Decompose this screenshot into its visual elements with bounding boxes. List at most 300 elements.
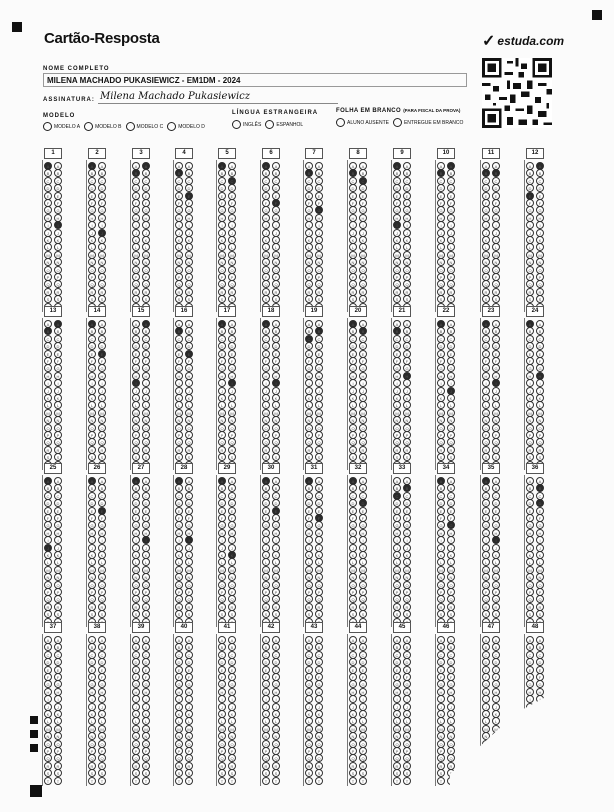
answer-bubble[interactable]: R xyxy=(218,762,226,770)
answer-bubble[interactable]: F xyxy=(536,199,544,207)
answer-bubble[interactable]: L xyxy=(349,558,357,566)
answer-bubble[interactable]: D xyxy=(305,658,313,666)
answer-bubble[interactable]: B xyxy=(98,643,106,651)
answer-bubble[interactable]: R xyxy=(185,288,193,296)
answer-bubble[interactable]: N xyxy=(175,416,183,424)
answer-bubble[interactable]: H xyxy=(54,214,62,222)
answer-bubble[interactable]: O xyxy=(132,266,140,274)
answer-bubble[interactable]: F xyxy=(54,673,62,681)
answer-bubble[interactable]: S xyxy=(437,453,445,461)
answer-bubble[interactable]: R xyxy=(175,762,183,770)
answer-bubble[interactable]: B xyxy=(272,643,280,651)
answer-bubble[interactable]: S xyxy=(393,769,401,777)
answer-bubble[interactable]: O xyxy=(536,581,544,589)
answer-bubble[interactable]: B xyxy=(437,643,445,651)
answer-bubble[interactable]: S xyxy=(88,769,96,777)
answer-bubble[interactable]: S xyxy=(44,453,52,461)
answer-bubble[interactable]: S xyxy=(185,453,193,461)
answer-bubble[interactable]: P xyxy=(272,431,280,439)
answer-bubble[interactable]: S xyxy=(305,610,313,618)
answer-bubble[interactable]: P xyxy=(492,273,500,281)
answer-bubble[interactable]: G xyxy=(305,364,313,372)
answer-bubble[interactable]: B xyxy=(185,484,193,492)
answer-bubble[interactable]: N xyxy=(98,416,106,424)
answer-bubble[interactable]: E xyxy=(262,666,270,674)
answer-bubble[interactable]: D xyxy=(132,184,140,192)
answer-bubble[interactable]: M xyxy=(526,566,534,574)
answer-bubble[interactable]: R xyxy=(262,603,270,611)
answer-bubble[interactable]: L xyxy=(272,401,280,409)
answer-bubble[interactable]: T xyxy=(54,777,62,785)
answer-bubble[interactable]: N xyxy=(359,573,367,581)
answer-bubble[interactable]: Q xyxy=(349,280,357,288)
answer-bubble[interactable]: K xyxy=(218,710,226,718)
answer-bubble[interactable]: N xyxy=(359,258,367,266)
answer-bubble[interactable]: M xyxy=(272,409,280,417)
answer-bubble[interactable]: R xyxy=(228,762,236,770)
answer-bubble[interactable]: Q xyxy=(98,280,106,288)
answer-bubble[interactable]: C xyxy=(175,492,183,500)
answer-bubble[interactable]: P xyxy=(228,273,236,281)
answer-bubble[interactable]: P xyxy=(315,431,323,439)
answer-bubble[interactable]: J xyxy=(482,544,490,552)
answer-bubble[interactable]: B xyxy=(349,484,357,492)
answer-bubble[interactable]: S xyxy=(44,610,52,618)
answer-bubble[interactable]: J xyxy=(175,387,183,395)
modelo-option[interactable]: MODELO B xyxy=(84,122,121,131)
answer-bubble[interactable]: M xyxy=(305,725,313,733)
answer-bubble[interactable]: D xyxy=(536,184,544,192)
answer-bubble[interactable]: N xyxy=(98,732,106,740)
answer-bubble[interactable]: B xyxy=(403,327,411,335)
answer-bubble[interactable]: D xyxy=(175,499,183,507)
answer-bubble[interactable]: D xyxy=(315,184,323,192)
answer-bubble[interactable]: M xyxy=(132,725,140,733)
answer-bubble[interactable]: J xyxy=(403,544,411,552)
answer-bubble[interactable]: J xyxy=(272,387,280,395)
answer-bubble[interactable]: C xyxy=(359,492,367,500)
answer-bubble[interactable]: H xyxy=(98,372,106,380)
answer-bubble[interactable]: E xyxy=(536,192,544,200)
answer-bubble[interactable]: F xyxy=(132,199,140,207)
answer-bubble[interactable]: K xyxy=(492,551,500,559)
answer-bubble[interactable]: R xyxy=(482,446,490,454)
answer-bubble[interactable]: N xyxy=(44,573,52,581)
answer-bubble[interactable]: C xyxy=(393,335,401,343)
answer-bubble[interactable]: I xyxy=(349,221,357,229)
answer-bubble[interactable]: S xyxy=(98,295,106,303)
answer-bubble[interactable]: K xyxy=(185,710,193,718)
answer-bubble[interactable]: Q xyxy=(393,438,401,446)
answer-bubble[interactable]: N xyxy=(262,416,270,424)
answer-bubble[interactable]: K xyxy=(228,551,236,559)
answer-bubble[interactable]: J xyxy=(98,387,106,395)
answer-bubble[interactable]: B xyxy=(359,169,367,177)
answer-bubble[interactable]: K xyxy=(132,236,140,244)
answer-bubble[interactable]: P xyxy=(88,273,96,281)
answer-bubble[interactable]: H xyxy=(185,529,193,537)
answer-bubble[interactable]: M xyxy=(98,725,106,733)
answer-bubble[interactable]: K xyxy=(349,394,357,402)
answer-bubble[interactable]: M xyxy=(349,409,357,417)
answer-bubble[interactable]: D xyxy=(447,658,455,666)
answer-bubble[interactable]: I xyxy=(536,695,544,703)
answer-bubble[interactable]: A xyxy=(98,636,106,644)
answer-bubble[interactable]: M xyxy=(305,251,313,259)
answer-bubble[interactable]: A xyxy=(132,477,140,485)
answer-bubble[interactable]: F xyxy=(44,514,52,522)
answer-bubble[interactable]: D xyxy=(359,184,367,192)
answer-bubble[interactable]: P xyxy=(536,588,544,596)
answer-bubble[interactable]: M xyxy=(88,566,96,574)
answer-bubble[interactable]: G xyxy=(98,521,106,529)
answer-bubble[interactable]: I xyxy=(536,536,544,544)
answer-bubble[interactable]: Q xyxy=(359,280,367,288)
answer-bubble[interactable]: Q xyxy=(272,595,280,603)
answer-bubble[interactable]: I xyxy=(359,379,367,387)
answer-bubble[interactable]: E xyxy=(492,350,500,358)
answer-bubble[interactable]: Q xyxy=(305,754,313,762)
answer-bubble[interactable]: E xyxy=(132,666,140,674)
answer-bubble[interactable]: R xyxy=(403,603,411,611)
answer-bubble[interactable]: F xyxy=(228,199,236,207)
answer-bubble[interactable]: F xyxy=(262,514,270,522)
answer-bubble[interactable]: A xyxy=(142,477,150,485)
answer-bubble[interactable]: I xyxy=(262,695,270,703)
answer-bubble[interactable]: J xyxy=(482,703,490,711)
answer-bubble[interactable]: C xyxy=(262,335,270,343)
answer-bubble[interactable]: L xyxy=(185,401,193,409)
answer-bubble[interactable]: O xyxy=(447,266,455,274)
answer-bubble[interactable]: S xyxy=(349,295,357,303)
answer-bubble[interactable]: Q xyxy=(44,438,52,446)
answer-bubble[interactable]: H xyxy=(44,214,52,222)
answer-bubble[interactable]: J xyxy=(272,703,280,711)
answer-bubble[interactable]: M xyxy=(359,566,367,574)
answer-bubble[interactable]: N xyxy=(393,732,401,740)
answer-bubble[interactable]: F xyxy=(98,199,106,207)
answer-bubble[interactable]: C xyxy=(88,651,96,659)
answer-bubble[interactable]: S xyxy=(492,453,500,461)
answer-bubble[interactable]: F xyxy=(142,514,150,522)
answer-bubble[interactable]: M xyxy=(315,566,323,574)
answer-bubble[interactable]: A xyxy=(44,477,52,485)
answer-bubble[interactable]: I xyxy=(98,536,106,544)
answer-bubble[interactable]: G xyxy=(393,680,401,688)
answer-bubble[interactable]: J xyxy=(359,544,367,552)
answer-bubble[interactable]: K xyxy=(492,710,500,718)
modelo-option[interactable]: MODELO D xyxy=(167,122,205,131)
answer-bubble[interactable]: K xyxy=(305,710,313,718)
answer-bubble[interactable]: K xyxy=(403,394,411,402)
answer-bubble[interactable]: H xyxy=(218,214,226,222)
answer-bubble[interactable]: C xyxy=(482,335,490,343)
answer-bubble[interactable]: M xyxy=(98,251,106,259)
answer-bubble[interactable]: G xyxy=(359,521,367,529)
answer-bubble[interactable]: Q xyxy=(437,438,445,446)
answer-bubble[interactable]: Q xyxy=(359,754,367,762)
answer-bubble[interactable]: S xyxy=(262,610,270,618)
answer-bubble[interactable]: M xyxy=(403,251,411,259)
answer-bubble[interactable]: S xyxy=(272,453,280,461)
answer-bubble[interactable]: P xyxy=(349,273,357,281)
answer-bubble[interactable]: G xyxy=(132,521,140,529)
answer-bubble[interactable]: P xyxy=(54,747,62,755)
answer-bubble[interactable]: I xyxy=(359,695,367,703)
answer-bubble[interactable]: G xyxy=(393,206,401,214)
answer-bubble[interactable]: A xyxy=(272,477,280,485)
answer-bubble[interactable]: C xyxy=(185,651,193,659)
answer-bubble[interactable]: B xyxy=(132,327,140,335)
answer-bubble[interactable]: J xyxy=(536,229,544,237)
answer-bubble[interactable]: D xyxy=(403,658,411,666)
answer-bubble[interactable]: H xyxy=(403,214,411,222)
answer-bubble[interactable]: A xyxy=(315,477,323,485)
answer-bubble[interactable]: H xyxy=(403,372,411,380)
answer-bubble[interactable]: J xyxy=(393,387,401,395)
answer-bubble[interactable]: L xyxy=(526,243,534,251)
answer-bubble[interactable]: G xyxy=(447,364,455,372)
answer-bubble[interactable]: Q xyxy=(403,438,411,446)
answer-bubble[interactable]: A xyxy=(142,320,150,328)
answer-bubble[interactable]: B xyxy=(492,484,500,492)
answer-bubble[interactable]: O xyxy=(359,266,367,274)
answer-bubble[interactable]: N xyxy=(218,258,226,266)
answer-bubble[interactable]: R xyxy=(88,603,96,611)
answer-bubble[interactable]: E xyxy=(228,350,236,358)
answer-bubble[interactable]: I xyxy=(262,536,270,544)
answer-bubble[interactable]: P xyxy=(228,588,236,596)
answer-bubble[interactable]: I xyxy=(393,536,401,544)
answer-bubble[interactable]: N xyxy=(437,732,445,740)
answer-bubble[interactable]: G xyxy=(492,521,500,529)
answer-bubble[interactable]: Q xyxy=(403,595,411,603)
answer-bubble[interactable]: P xyxy=(526,431,534,439)
answer-bubble[interactable]: K xyxy=(359,394,367,402)
answer-bubble[interactable]: K xyxy=(447,236,455,244)
answer-bubble[interactable]: H xyxy=(262,372,270,380)
answer-bubble[interactable]: N xyxy=(272,573,280,581)
answer-bubble[interactable]: G xyxy=(185,206,193,214)
answer-bubble[interactable]: H xyxy=(437,372,445,380)
answer-bubble[interactable]: H xyxy=(447,688,455,696)
answer-bubble[interactable]: N xyxy=(536,573,544,581)
answer-bubble[interactable]: M xyxy=(315,251,323,259)
answer-bubble[interactable]: B xyxy=(142,169,150,177)
answer-bubble[interactable]: K xyxy=(132,710,140,718)
answer-bubble[interactable]: I xyxy=(185,221,193,229)
answer-bubble[interactable]: E xyxy=(359,507,367,515)
answer-bubble[interactable]: K xyxy=(228,236,236,244)
answer-bubble[interactable]: P xyxy=(272,588,280,596)
answer-bubble[interactable]: B xyxy=(305,327,313,335)
answer-bubble[interactable]: F xyxy=(54,199,62,207)
answer-bubble[interactable]: T xyxy=(359,777,367,785)
answer-bubble[interactable]: B xyxy=(536,327,544,335)
answer-bubble[interactable]: G xyxy=(393,364,401,372)
answer-bubble[interactable]: P xyxy=(218,747,226,755)
answer-bubble[interactable]: M xyxy=(54,409,62,417)
answer-bubble[interactable]: F xyxy=(437,514,445,522)
answer-bubble[interactable]: J xyxy=(98,544,106,552)
answer-bubble[interactable]: S xyxy=(482,295,490,303)
answer-bubble[interactable]: Q xyxy=(262,280,270,288)
answer-bubble[interactable]: F xyxy=(218,514,226,522)
answer-bubble[interactable]: C xyxy=(492,335,500,343)
answer-bubble[interactable]: M xyxy=(175,566,183,574)
answer-bubble[interactable]: S xyxy=(218,769,226,777)
answer-bubble[interactable]: O xyxy=(132,740,140,748)
answer-bubble[interactable]: R xyxy=(175,288,183,296)
answer-bubble[interactable]: N xyxy=(315,732,323,740)
answer-bubble[interactable]: O xyxy=(218,581,226,589)
answer-bubble[interactable]: I xyxy=(482,379,490,387)
answer-bubble[interactable]: C xyxy=(88,492,96,500)
answer-bubble[interactable]: K xyxy=(315,710,323,718)
answer-bubble[interactable]: J xyxy=(228,544,236,552)
answer-bubble[interactable]: I xyxy=(393,221,401,229)
answer-bubble[interactable]: I xyxy=(218,379,226,387)
answer-bubble[interactable]: C xyxy=(492,177,500,185)
answer-bubble[interactable]: F xyxy=(305,673,313,681)
answer-bubble[interactable]: L xyxy=(88,401,96,409)
answer-bubble[interactable]: F xyxy=(403,199,411,207)
answer-bubble[interactable]: I xyxy=(44,221,52,229)
answer-bubble[interactable]: S xyxy=(185,610,193,618)
answer-bubble[interactable]: F xyxy=(536,514,544,522)
answer-bubble[interactable]: L xyxy=(175,717,183,725)
answer-bubble[interactable]: H xyxy=(305,372,313,380)
answer-bubble[interactable]: S xyxy=(437,295,445,303)
answer-bubble[interactable]: R xyxy=(305,762,313,770)
answer-bubble[interactable]: I xyxy=(393,695,401,703)
answer-bubble[interactable]: A xyxy=(142,636,150,644)
answer-bubble[interactable]: E xyxy=(98,350,106,358)
answer-bubble[interactable]: L xyxy=(437,243,445,251)
answer-bubble[interactable]: F xyxy=(393,673,401,681)
answer-bubble[interactable]: G xyxy=(359,680,367,688)
answer-bubble[interactable]: H xyxy=(218,688,226,696)
answer-bubble[interactable]: S xyxy=(349,453,357,461)
answer-bubble[interactable]: F xyxy=(262,357,270,365)
answer-bubble[interactable]: S xyxy=(54,295,62,303)
answer-bubble[interactable]: J xyxy=(185,703,193,711)
answer-bubble[interactable]: R xyxy=(272,762,280,770)
answer-bubble[interactable]: F xyxy=(88,357,96,365)
answer-bubble[interactable]: D xyxy=(54,658,62,666)
answer-bubble[interactable]: L xyxy=(305,243,313,251)
answer-bubble[interactable]: H xyxy=(536,214,544,222)
answer-bubble[interactable]: B xyxy=(359,643,367,651)
answer-bubble[interactable]: J xyxy=(218,229,226,237)
answer-bubble[interactable]: C xyxy=(403,651,411,659)
answer-bubble[interactable]: J xyxy=(132,387,140,395)
answer-bubble[interactable]: B xyxy=(447,169,455,177)
answer-bubble[interactable]: I xyxy=(185,695,193,703)
answer-bubble[interactable]: D xyxy=(175,658,183,666)
answer-bubble[interactable]: H xyxy=(315,214,323,222)
answer-bubble[interactable]: J xyxy=(447,544,455,552)
answer-bubble[interactable]: E xyxy=(359,666,367,674)
answer-bubble[interactable]: R xyxy=(315,288,323,296)
answer-bubble[interactable]: Q xyxy=(315,280,323,288)
answer-bubble[interactable]: G xyxy=(393,521,401,529)
answer-bubble[interactable]: F xyxy=(447,199,455,207)
answer-bubble[interactable]: J xyxy=(526,229,534,237)
answer-bubble[interactable]: G xyxy=(185,521,193,529)
answer-bubble[interactable]: G xyxy=(132,680,140,688)
answer-bubble[interactable]: S xyxy=(132,769,140,777)
answer-bubble[interactable]: Q xyxy=(54,754,62,762)
answer-bubble[interactable]: O xyxy=(315,266,323,274)
answer-bubble[interactable]: K xyxy=(262,394,270,402)
answer-bubble[interactable]: J xyxy=(536,387,544,395)
answer-bubble[interactable]: C xyxy=(315,492,323,500)
answer-bubble[interactable]: B xyxy=(526,327,534,335)
answer-bubble[interactable]: B xyxy=(175,327,183,335)
answer-bubble[interactable]: E xyxy=(526,507,534,515)
answer-bubble[interactable]: N xyxy=(54,573,62,581)
answer-bubble[interactable]: G xyxy=(272,364,280,372)
answer-bubble[interactable]: F xyxy=(526,357,534,365)
answer-bubble[interactable]: F xyxy=(482,673,490,681)
answer-bubble[interactable]: C xyxy=(88,335,96,343)
answer-bubble[interactable]: L xyxy=(228,401,236,409)
answer-bubble[interactable]: J xyxy=(262,544,270,552)
answer-bubble[interactable]: G xyxy=(492,206,500,214)
answer-bubble[interactable]: J xyxy=(88,703,96,711)
answer-bubble[interactable]: L xyxy=(359,558,367,566)
answer-bubble[interactable]: A xyxy=(437,477,445,485)
answer-bubble[interactable]: P xyxy=(492,431,500,439)
answer-bubble[interactable]: Q xyxy=(228,438,236,446)
answer-bubble[interactable]: O xyxy=(142,424,150,432)
answer-bubble[interactable]: T xyxy=(88,777,96,785)
answer-bubble[interactable]: E xyxy=(536,350,544,358)
answer-bubble[interactable]: Q xyxy=(403,280,411,288)
answer-bubble[interactable]: B xyxy=(185,327,193,335)
answer-bubble[interactable]: O xyxy=(218,266,226,274)
answer-bubble[interactable]: B xyxy=(175,169,183,177)
answer-bubble[interactable]: F xyxy=(88,199,96,207)
answer-bubble[interactable]: M xyxy=(98,566,106,574)
answer-bubble[interactable]: N xyxy=(88,732,96,740)
answer-bubble[interactable]: T xyxy=(437,777,445,785)
answer-bubble[interactable]: A xyxy=(262,636,270,644)
answer-bubble[interactable]: K xyxy=(98,394,106,402)
answer-bubble[interactable]: K xyxy=(185,394,193,402)
answer-bubble[interactable]: L xyxy=(393,401,401,409)
answer-bubble[interactable]: D xyxy=(482,499,490,507)
answer-bubble[interactable]: O xyxy=(447,424,455,432)
answer-bubble[interactable]: K xyxy=(175,236,183,244)
answer-bubble[interactable]: K xyxy=(142,394,150,402)
answer-bubble[interactable]: I xyxy=(54,221,62,229)
answer-bubble[interactable]: F xyxy=(359,357,367,365)
answer-bubble[interactable]: O xyxy=(437,424,445,432)
answer-bubble[interactable]: A xyxy=(218,162,226,170)
answer-bubble[interactable]: E xyxy=(315,507,323,515)
answer-bubble[interactable]: O xyxy=(142,740,150,748)
answer-bubble[interactable]: R xyxy=(349,446,357,454)
answer-bubble[interactable]: M xyxy=(305,566,313,574)
answer-bubble[interactable]: S xyxy=(447,453,455,461)
answer-bubble[interactable]: P xyxy=(393,273,401,281)
answer-bubble[interactable]: P xyxy=(393,747,401,755)
answer-bubble[interactable]: M xyxy=(492,251,500,259)
answer-bubble[interactable]: K xyxy=(44,551,52,559)
answer-bubble[interactable]: B xyxy=(349,169,357,177)
